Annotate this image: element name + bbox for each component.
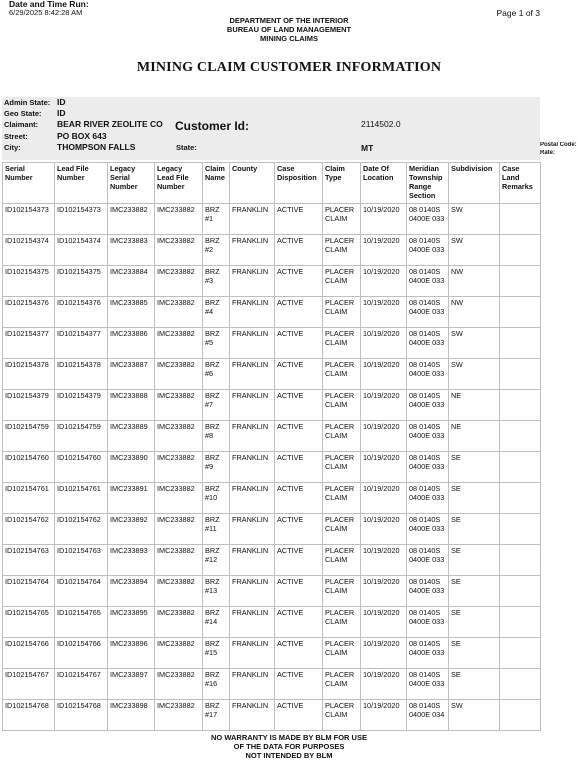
cell-legacy-lead-file-number: IMC233882 — [155, 266, 203, 297]
cell-legacy-serial-number: IMC233888 — [108, 390, 155, 421]
cell-case-disposition: ACTIVE — [275, 638, 323, 669]
table-row — [3, 266, 541, 297]
cell-case-land-remarks — [500, 359, 541, 390]
cell-case-land-remarks — [500, 421, 541, 452]
cell-meridian-township-range-section: 08 0140S 0400E 033 — [407, 514, 449, 545]
cell-subdivision: SW — [449, 204, 500, 235]
cell-claim-type: PLACER CLAIM — [323, 297, 361, 328]
cell-serial-number: ID102154376 — [3, 297, 55, 328]
table-body — [3, 204, 541, 731]
state-label: State: — [176, 143, 197, 152]
cell-case-land-remarks — [500, 297, 541, 328]
cell-lead-file-number: ID102154766 — [55, 638, 108, 669]
customer-id-label: Customer Id: — [175, 119, 250, 133]
cell-date-of-location: 10/19/2020 — [361, 514, 407, 545]
cell-claim-name: BRZ #9 — [203, 452, 230, 483]
column-header-claim-name: Claim Name — [203, 163, 230, 204]
cell-subdivision: SW — [449, 328, 500, 359]
cell-legacy-lead-file-number: IMC233882 — [155, 576, 203, 607]
cell-lead-file-number: ID102154760 — [55, 452, 108, 483]
cell-date-of-location: 10/19/2020 — [361, 452, 407, 483]
cell-legacy-serial-number: IMC233895 — [108, 607, 155, 638]
cell-lead-file-number: ID102154759 — [55, 421, 108, 452]
cell-county: FRANKLIN — [230, 638, 275, 669]
cell-county: FRANKLIN — [230, 421, 275, 452]
cell-serial-number: ID102154763 — [3, 545, 55, 576]
table-row — [3, 235, 541, 266]
cell-meridian-township-range-section: 08 0140S 0400E 033 — [407, 421, 449, 452]
table-row — [3, 297, 541, 328]
cell-case-disposition: ACTIVE — [275, 235, 323, 266]
cell-claim-type: PLACER CLAIM — [323, 669, 361, 700]
cell-claim-name: BRZ #4 — [203, 297, 230, 328]
cell-claim-type: PLACER CLAIM — [323, 266, 361, 297]
cell-claim-type: PLACER CLAIM — [323, 390, 361, 421]
cell-legacy-lead-file-number: IMC233882 — [155, 669, 203, 700]
cell-legacy-lead-file-number: IMC233882 — [155, 483, 203, 514]
cell-case-land-remarks — [500, 204, 541, 235]
cell-subdivision: SE — [449, 514, 500, 545]
agency-line-1: DEPARTMENT OF THE INTERIOR — [229, 16, 349, 25]
table-row — [3, 421, 541, 452]
column-header-legacy-lead-file-number: Legacy Lead File Number — [155, 163, 203, 204]
cell-claim-name: BRZ #16 — [203, 669, 230, 700]
cell-legacy-lead-file-number: IMC233882 — [155, 700, 203, 731]
cell-claim-name: BRZ #3 — [203, 266, 230, 297]
cell-lead-file-number: ID102154767 — [55, 669, 108, 700]
cell-claim-name: BRZ #8 — [203, 421, 230, 452]
cell-claim-name: BRZ #14 — [203, 607, 230, 638]
cell-claim-type: PLACER CLAIM — [323, 700, 361, 731]
page-number: Page 1 of 3 — [496, 8, 540, 18]
postal-code-label-clipped: Postal Code: — [540, 142, 577, 148]
cell-county: FRANKLIN — [230, 359, 275, 390]
table-header-row — [3, 163, 541, 204]
cell-case-disposition: ACTIVE — [275, 452, 323, 483]
cell-case-land-remarks — [500, 545, 541, 576]
cell-lead-file-number: ID102154373 — [55, 204, 108, 235]
column-header-lead-file-number: Lead File Number — [55, 163, 108, 204]
cell-county: FRANKLIN — [230, 483, 275, 514]
table-row — [3, 204, 541, 235]
cell-case-disposition: ACTIVE — [275, 483, 323, 514]
cell-legacy-lead-file-number: IMC233882 — [155, 607, 203, 638]
cell-subdivision: SE — [449, 638, 500, 669]
cell-serial-number: ID102154768 — [3, 700, 55, 731]
cell-case-land-remarks — [500, 514, 541, 545]
cell-case-disposition: ACTIVE — [275, 514, 323, 545]
cell-serial-number: ID102154766 — [3, 638, 55, 669]
cell-case-land-remarks — [500, 328, 541, 359]
column-header-case-land-remarks: Case Land Remarks — [500, 163, 541, 204]
cell-case-land-remarks — [500, 638, 541, 669]
geo-state-value: ID — [57, 108, 66, 118]
cell-date-of-location: 10/19/2020 — [361, 421, 407, 452]
cell-claim-name: BRZ #2 — [203, 235, 230, 266]
cell-legacy-lead-file-number: IMC233882 — [155, 297, 203, 328]
column-header-date-of-location: Date Of Location — [361, 163, 407, 204]
table-row — [3, 359, 541, 390]
claimant-value: BEAR RIVER ZEOLITE CO — [57, 119, 163, 129]
cell-date-of-location: 10/19/2020 — [361, 328, 407, 359]
cell-county: FRANKLIN — [230, 607, 275, 638]
cell-legacy-serial-number: IMC233884 — [108, 266, 155, 297]
cell-serial-number: ID102154761 — [3, 483, 55, 514]
cell-lead-file-number: ID102154765 — [55, 607, 108, 638]
cell-case-land-remarks — [500, 607, 541, 638]
cell-legacy-lead-file-number: IMC233882 — [155, 235, 203, 266]
column-header-claim-type: Claim Type — [323, 163, 361, 204]
page-title: MINING CLAIM CUSTOMER INFORMATION — [136, 60, 442, 75]
cell-serial-number: ID102154762 — [3, 514, 55, 545]
cell-county: FRANKLIN — [230, 669, 275, 700]
cell-claim-type: PLACER CLAIM — [323, 328, 361, 359]
cell-date-of-location: 10/19/2020 — [361, 576, 407, 607]
cell-lead-file-number: ID102154374 — [55, 235, 108, 266]
cell-legacy-serial-number: IMC233891 — [108, 483, 155, 514]
cell-lead-file-number: ID102154764 — [55, 576, 108, 607]
cell-lead-file-number: ID102154376 — [55, 297, 108, 328]
column-header-case-disposition: Case Disposition — [275, 163, 323, 204]
cell-legacy-serial-number: IMC233887 — [108, 359, 155, 390]
cell-serial-number: ID102154373 — [3, 204, 55, 235]
table-row — [3, 607, 541, 638]
cell-claim-type: PLACER CLAIM — [323, 607, 361, 638]
cell-meridian-township-range-section: 08 0140S 0400E 033 — [407, 607, 449, 638]
cell-legacy-lead-file-number: IMC233882 — [155, 204, 203, 235]
cell-subdivision: SE — [449, 452, 500, 483]
city-label: City: — [4, 143, 21, 152]
cell-claim-type: PLACER CLAIM — [323, 452, 361, 483]
cell-date-of-location: 10/19/2020 — [361, 204, 407, 235]
cell-county: FRANKLIN — [230, 545, 275, 576]
cell-serial-number: ID102154377 — [3, 328, 55, 359]
cell-legacy-serial-number: IMC233889 — [108, 421, 155, 452]
cell-county: FRANKLIN — [230, 514, 275, 545]
cell-claim-type: PLACER CLAIM — [323, 235, 361, 266]
table-row — [3, 576, 541, 607]
cell-meridian-township-range-section: 08 0140S 0400E 033 — [407, 235, 449, 266]
cell-subdivision: SW — [449, 359, 500, 390]
cell-claim-name: BRZ #1 — [203, 204, 230, 235]
cell-meridian-township-range-section: 08 0140S 0400E 033 — [407, 204, 449, 235]
cell-county: FRANKLIN — [230, 700, 275, 731]
table-row — [3, 545, 541, 576]
cell-claim-type: PLACER CLAIM — [323, 204, 361, 235]
cell-case-land-remarks — [500, 390, 541, 421]
disclaimer-line-2: OF THE DATA FOR PURPOSES — [233, 742, 345, 751]
cell-case-land-remarks — [500, 235, 541, 266]
cell-legacy-serial-number: IMC233892 — [108, 514, 155, 545]
cell-case-disposition: ACTIVE — [275, 607, 323, 638]
cell-legacy-serial-number: IMC233883 — [108, 235, 155, 266]
cell-serial-number: ID102154764 — [3, 576, 55, 607]
cell-serial-number: ID102154378 — [3, 359, 55, 390]
mining-claims-table — [2, 162, 541, 731]
cell-legacy-serial-number: IMC233894 — [108, 576, 155, 607]
cell-serial-number: ID102154767 — [3, 669, 55, 700]
cell-date-of-location: 10/19/2020 — [361, 669, 407, 700]
cell-date-of-location: 10/19/2020 — [361, 297, 407, 328]
cell-date-of-location: 10/19/2020 — [361, 607, 407, 638]
cell-claim-type: PLACER CLAIM — [323, 514, 361, 545]
cell-legacy-serial-number: IMC233885 — [108, 297, 155, 328]
cell-subdivision: NE — [449, 421, 500, 452]
cell-subdivision: SW — [449, 235, 500, 266]
cell-subdivision: SE — [449, 576, 500, 607]
cell-county: FRANKLIN — [230, 204, 275, 235]
agency-line-2: BUREAU OF LAND MANAGEMENT — [226, 25, 352, 34]
cell-county: FRANKLIN — [230, 266, 275, 297]
cell-county: FRANKLIN — [230, 576, 275, 607]
cell-subdivision: SE — [449, 483, 500, 514]
customer-id-value: 2114502.0 — [361, 119, 401, 129]
street-label: Street: — [4, 132, 28, 141]
cell-date-of-location: 10/19/2020 — [361, 359, 407, 390]
cell-case-disposition: ACTIVE — [275, 204, 323, 235]
cell-legacy-serial-number: IMC233882 — [108, 204, 155, 235]
cell-lead-file-number: ID102154768 — [55, 700, 108, 731]
table-row — [3, 390, 541, 421]
claimant-label: Claimant: — [4, 120, 39, 129]
table-row — [3, 700, 541, 731]
cell-claim-type: PLACER CLAIM — [323, 638, 361, 669]
cell-meridian-township-range-section: 08 0140S 0400E 033 — [407, 638, 449, 669]
table-row — [3, 669, 541, 700]
cell-subdivision: SE — [449, 545, 500, 576]
cell-claim-name: BRZ #5 — [203, 328, 230, 359]
cell-claim-name: BRZ #17 — [203, 700, 230, 731]
cell-date-of-location: 10/19/2020 — [361, 483, 407, 514]
cell-claim-type: PLACER CLAIM — [323, 483, 361, 514]
admin-state-value: ID — [57, 97, 66, 107]
cell-serial-number: ID102154375 — [3, 266, 55, 297]
cell-claim-type: PLACER CLAIM — [323, 545, 361, 576]
cell-claim-name: BRZ #11 — [203, 514, 230, 545]
cell-meridian-township-range-section: 08 0140S 0400E 033 — [407, 328, 449, 359]
cell-case-disposition: ACTIVE — [275, 359, 323, 390]
cell-claim-name: BRZ #13 — [203, 576, 230, 607]
cell-meridian-township-range-section: 08 0140S 0400E 033 — [407, 669, 449, 700]
cell-meridian-township-range-section: 08 0140S 0400E 033 — [407, 483, 449, 514]
cell-case-land-remarks — [500, 669, 541, 700]
agency-line-3: MINING CLAIMS — [260, 34, 318, 43]
cell-legacy-lead-file-number: IMC233882 — [155, 638, 203, 669]
cell-subdivision: SW — [449, 700, 500, 731]
cell-case-disposition: ACTIVE — [275, 576, 323, 607]
cell-legacy-lead-file-number: IMC233882 — [155, 359, 203, 390]
cell-meridian-township-range-section: 08 0140S 0400E 033 — [407, 576, 449, 607]
cell-meridian-township-range-section: 08 0140S 0400E 033 — [407, 452, 449, 483]
cell-case-disposition: ACTIVE — [275, 390, 323, 421]
cell-case-disposition: ACTIVE — [275, 669, 323, 700]
cell-case-disposition: ACTIVE — [275, 266, 323, 297]
cell-legacy-serial-number: IMC233897 — [108, 669, 155, 700]
admin-state-label: Admin State: — [4, 98, 51, 107]
cell-case-disposition: ACTIVE — [275, 421, 323, 452]
cell-lead-file-number: ID102154762 — [55, 514, 108, 545]
cell-date-of-location: 10/19/2020 — [361, 638, 407, 669]
cell-legacy-serial-number: IMC233898 — [108, 700, 155, 731]
cell-lead-file-number: ID102154378 — [55, 359, 108, 390]
cell-county: FRANKLIN — [230, 390, 275, 421]
cell-meridian-township-range-section: 08 0140S 0400E 033 — [407, 545, 449, 576]
cell-lead-file-number: ID102154379 — [55, 390, 108, 421]
cell-claim-type: PLACER CLAIM — [323, 359, 361, 390]
street-value: PO BOX 643 — [57, 131, 107, 141]
cell-date-of-location: 10/19/2020 — [361, 545, 407, 576]
cell-claim-name: BRZ #12 — [203, 545, 230, 576]
cell-county: FRANKLIN — [230, 297, 275, 328]
cell-case-land-remarks — [500, 576, 541, 607]
cell-meridian-township-range-section: 08 0140S 0400E 033 — [407, 297, 449, 328]
cell-date-of-location: 10/19/2020 — [361, 700, 407, 731]
cell-serial-number: ID102154759 — [3, 421, 55, 452]
cell-legacy-serial-number: IMC233896 — [108, 638, 155, 669]
cell-legacy-serial-number: IMC233886 — [108, 328, 155, 359]
column-header-serial-number: Serial Number — [3, 163, 55, 204]
cell-legacy-lead-file-number: IMC233882 — [155, 328, 203, 359]
cell-legacy-lead-file-number: IMC233882 — [155, 390, 203, 421]
cell-case-land-remarks — [500, 483, 541, 514]
cell-lead-file-number: ID102154763 — [55, 545, 108, 576]
cell-claim-type: PLACER CLAIM — [323, 421, 361, 452]
table-row — [3, 483, 541, 514]
cell-subdivision: NW — [449, 297, 500, 328]
cell-case-disposition: ACTIVE — [275, 700, 323, 731]
cell-claim-name: BRZ #15 — [203, 638, 230, 669]
table-row — [3, 514, 541, 545]
cell-case-disposition: ACTIVE — [275, 328, 323, 359]
column-header-legacy-serial-number: Legacy Serial Number — [108, 163, 155, 204]
cell-meridian-township-range-section: 08 0140S 0400E 033 — [407, 359, 449, 390]
cell-serial-number: ID102154760 — [3, 452, 55, 483]
disclaimer-line-3: NOT INTENDED BY BLM — [245, 751, 333, 760]
cell-legacy-lead-file-number: IMC233882 — [155, 514, 203, 545]
run-date-label: Date and Time Run: — [9, 0, 89, 9]
cell-serial-number: ID102154379 — [3, 390, 55, 421]
cell-county: FRANKLIN — [230, 235, 275, 266]
cell-claim-name: BRZ #6 — [203, 359, 230, 390]
cell-case-land-remarks — [500, 266, 541, 297]
cell-date-of-location: 10/19/2020 — [361, 235, 407, 266]
table-row — [3, 638, 541, 669]
column-header-subdivision: Subdivision — [449, 163, 500, 204]
cell-case-land-remarks — [500, 452, 541, 483]
cell-subdivision: SE — [449, 669, 500, 700]
cell-case-land-remarks — [500, 700, 541, 731]
cell-subdivision: NW — [449, 266, 500, 297]
rate-label-clipped: Rate: — [540, 150, 556, 156]
disclaimer-line-1: NO WARRANTY IS MADE BY BLM FOR USE — [211, 733, 367, 742]
cell-meridian-township-range-section: 08 0140S 0400E 033 — [407, 266, 449, 297]
run-date-value: 6/29/2025 8:42:28 AM — [9, 8, 83, 17]
table-row — [3, 452, 541, 483]
cell-meridian-township-range-section: 08 0140S 0400E 033 — [407, 390, 449, 421]
cell-subdivision: SE — [449, 607, 500, 638]
cell-case-disposition: ACTIVE — [275, 297, 323, 328]
table-row — [3, 328, 541, 359]
cell-serial-number: ID102154374 — [3, 235, 55, 266]
cell-claim-type: PLACER CLAIM — [323, 576, 361, 607]
cell-legacy-lead-file-number: IMC233882 — [155, 545, 203, 576]
cell-county: FRANKLIN — [230, 328, 275, 359]
column-header-county: County — [230, 163, 275, 204]
cell-lead-file-number: ID102154375 — [55, 266, 108, 297]
column-header-meridian-township-range-section: Meridian Township Range Section — [407, 163, 449, 204]
state-value: MT — [361, 143, 374, 153]
cell-legacy-serial-number: IMC233893 — [108, 545, 155, 576]
cell-claim-name: BRZ #7 — [203, 390, 230, 421]
cell-county: FRANKLIN — [230, 452, 275, 483]
cell-legacy-lead-file-number: IMC233882 — [155, 421, 203, 452]
cell-claim-name: BRZ #10 — [203, 483, 230, 514]
cell-lead-file-number: ID102154761 — [55, 483, 108, 514]
cell-case-disposition: ACTIVE — [275, 545, 323, 576]
cell-meridian-township-range-section: 08 0140S 0400E 034 — [407, 700, 449, 731]
cell-lead-file-number: ID102154377 — [55, 328, 108, 359]
geo-state-label: Geo State: — [4, 109, 42, 118]
cell-date-of-location: 10/19/2020 — [361, 266, 407, 297]
cell-subdivision: NE — [449, 390, 500, 421]
city-value: THOMPSON FALLS — [57, 142, 136, 152]
cell-legacy-lead-file-number: IMC233882 — [155, 452, 203, 483]
cell-serial-number: ID102154765 — [3, 607, 55, 638]
cell-legacy-serial-number: IMC233890 — [108, 452, 155, 483]
cell-date-of-location: 10/19/2020 — [361, 390, 407, 421]
